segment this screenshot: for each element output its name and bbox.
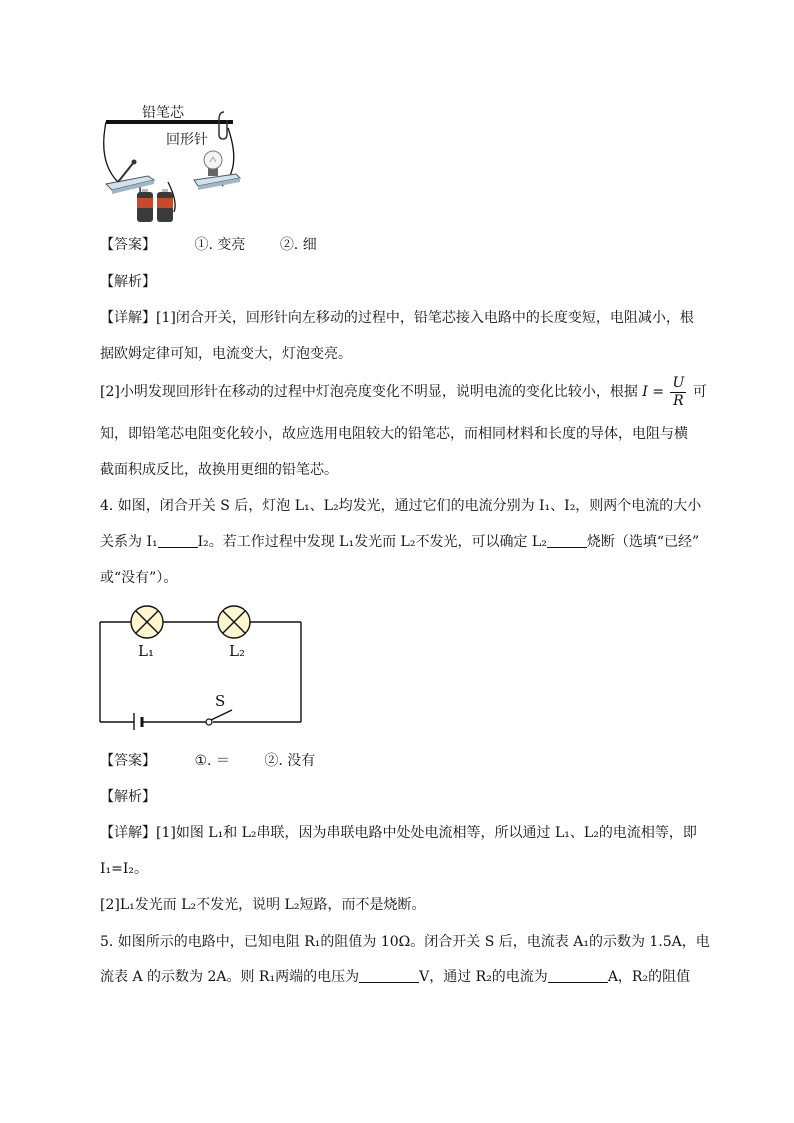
- q4-line-1: 4. 如图，闭合开关 S 后，灯泡 L₁、L₂均发光，通过它们的电流分别为 I₁、I₂，则两个电流的大小: [100, 498, 702, 514]
- ohm-law-fraction: [670, 375, 686, 410]
- q3-detail-1-line-2: 据欧姆定律可知，电流变大，灯泡变亮。: [100, 346, 352, 362]
- answer-item-2: ②. 没有: [264, 753, 316, 769]
- ohm-law-denominator: R: [673, 392, 684, 409]
- q4-detail-2: [2]L₁发光而 L₂不发光，说明 L₂短路，而不是烧断。: [100, 897, 426, 913]
- q4-text-b: I₂。若工作过程中发现 L₁发光而 L₂不发光，可以确定 L₂: [197, 534, 547, 550]
- q3-detail-2-text-pre: [2]小明发现回形针在移动的过程中灯泡亮度变化不明显，说明电流的变化比较小，根据: [100, 384, 638, 400]
- q4-detail-1-line-2: I₁=I₂。: [100, 861, 149, 877]
- lamp-l1-label: L₁: [138, 642, 154, 660]
- series-circuit-drawing: [98, 602, 304, 730]
- q4-detail-1-line-1: 【详解】[1]如图 L₁和 L₂串联，因为串联电路中处处电流相等，所以通过 L₁、L₂的电流相等，即: [100, 825, 697, 841]
- series-circuit-figure: [98, 602, 304, 730]
- q3-detail-2-line-2: 知，即铅笔芯电阻变化较小，故应选用电阻较大的铅笔芯，而相同材料和长度的导体，电阻与横: [100, 426, 688, 442]
- answer-item-1: ①. 变亮: [194, 237, 246, 253]
- answer-tag: 【答案】: [100, 753, 156, 769]
- q3-answer-line: [100, 235, 317, 255]
- q5-line-2: [100, 967, 690, 987]
- answer-tag: 【答案】: [100, 237, 156, 253]
- q4-line-3: 或“没有”）。: [100, 570, 178, 586]
- answer-item-2: ②. 细: [279, 237, 317, 253]
- q4-line-2: [100, 532, 699, 552]
- lamp-l2-label: L₂: [229, 642, 245, 660]
- q3-detail-1-line-1: 【详解】[1]闭合开关，回形针向左移动的过程中，铅笔芯接入电路中的长度变短，电阻减小，根: [100, 310, 694, 326]
- q3-detail-2-line-3: 截面积成反比，故换用更细的铅笔芯。: [100, 462, 338, 478]
- switch-s-label: S: [215, 692, 226, 710]
- answer-blank-voltage: [359, 968, 419, 983]
- answer-blank-2: [547, 533, 587, 548]
- pencil-lead-label: 铅笔芯: [142, 105, 184, 121]
- q4-text-c: 烧断（选填“已经”: [586, 534, 700, 550]
- paper-clip-label: 回形针: [166, 129, 208, 149]
- q4-answer-line: [100, 751, 315, 771]
- q5-text-a: 流表 A 的示数为 2A。则 R₁两端的电压为: [100, 969, 360, 985]
- q4-analysis-heading: 【解析】: [100, 789, 156, 805]
- q3-analysis-heading: 【解析】: [100, 274, 156, 290]
- answer-blank-current: [548, 968, 608, 983]
- answer-blank-1: [158, 533, 198, 548]
- answer-item-1: ①. ＝: [194, 753, 230, 769]
- q5-line-1: 5. 如图所示的电路中，已知电阻 R₁的阻值为 10Ω。闭合开关 S 后，电流表 A₁的示数为 1.5A，电: [100, 934, 710, 950]
- q3-detail-2-line-1: [100, 372, 707, 412]
- q5-text-b: V，通过 R₂的电流为: [419, 969, 548, 985]
- q3-detail-2-text-post: 可: [692, 384, 707, 400]
- pencil-lead-circuit-figure: [98, 98, 243, 226]
- q5-text-c: A，R₂的阻值: [607, 969, 691, 985]
- ohm-law-lhs: I =: [642, 384, 665, 400]
- ohm-law-numerator: U: [672, 374, 685, 391]
- q4-text-a: 关系为 I₁: [100, 534, 158, 550]
